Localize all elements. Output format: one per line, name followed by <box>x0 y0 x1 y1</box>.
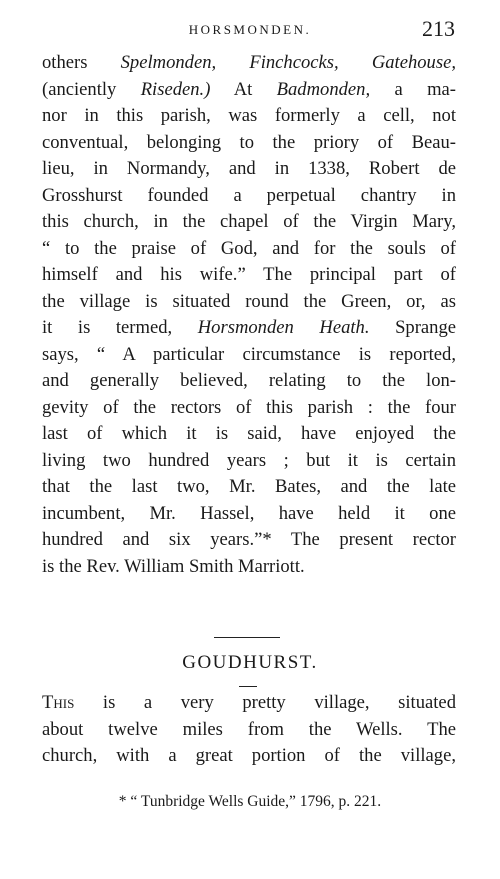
text-line <box>42 236 456 263</box>
text-line <box>42 130 456 157</box>
text-line <box>42 421 456 448</box>
text-segment: the village is situated round the Green, or, as <box>42 290 456 312</box>
italic-text: Riseden.) <box>140 78 211 100</box>
running-title: HORSMONDEN. <box>188 22 312 37</box>
italic-text: Badmonden, <box>276 78 371 100</box>
text-segment: incumbent, Mr. Hassel, have held it one <box>42 502 456 524</box>
footnote: * “ Tunbridge Wells Guide,” 1796, p. 221. <box>118 793 382 810</box>
text-segment: hundred and six years.”* The present rector <box>42 529 456 550</box>
section-line: church, with a great portion of the village, <box>42 745 456 766</box>
running-head <box>0 14 500 46</box>
text-segment: conventual, belonging to the priory of Beau- <box>42 131 456 153</box>
text-line <box>42 262 456 289</box>
main-paragraph <box>42 50 456 580</box>
text-line <box>42 448 456 475</box>
text-segment: says, “ A particular circumstance is reported, <box>42 343 456 365</box>
text-line <box>42 289 456 316</box>
text-segment: (anciently <box>42 78 141 100</box>
text-line <box>42 554 456 581</box>
section-first-word: This <box>42 692 75 713</box>
text-segment: and generally believed, relating to the lon- <box>42 370 456 391</box>
section-line: about twelve miles from the Wells. The <box>42 718 456 740</box>
text-segment: that the last two, Mr. Bates, and the late <box>42 476 456 497</box>
text-line <box>42 183 456 210</box>
text-segment: a ma- <box>370 78 456 100</box>
text-segment: “ to the praise of God, and for the souls of <box>42 237 456 259</box>
text-segment: it is termed, <box>42 317 198 338</box>
text-line <box>42 77 456 104</box>
text-line <box>42 103 456 130</box>
section-line-text: is a very pretty village, situated <box>74 692 456 713</box>
text-line <box>42 474 456 501</box>
text-segment: himself and his wife.” The principal part of <box>42 264 456 285</box>
text-line <box>42 527 456 554</box>
text-line <box>42 315 456 342</box>
section-line <box>42 690 456 717</box>
heading-underline <box>239 686 257 687</box>
text-line <box>42 209 456 236</box>
italic-text: Spelmonden, Finchcocks, Gatehouse, <box>120 52 456 73</box>
section-paragraph <box>42 690 456 770</box>
text-segment: is the Rev. William Smith Marriott. <box>42 555 305 577</box>
text-segment: gevity of the rectors of this parish : the four <box>42 396 456 418</box>
text-segment: Grosshurst founded a perpetual chantry in <box>42 184 456 206</box>
text-segment: others <box>42 52 121 73</box>
text-line <box>42 501 456 528</box>
section-divider-rule <box>214 637 280 638</box>
text-line <box>42 156 456 183</box>
text-line <box>42 395 456 422</box>
text-line <box>42 368 456 395</box>
text-segment: this church, in the chapel of the Virgin Mary, <box>42 211 456 232</box>
text-segment: nor in this parish, was formerly a cell, not <box>42 105 456 126</box>
text-line <box>42 342 456 369</box>
text-segment: lieu, in Normandy, and in 1338, Robert de <box>42 158 456 179</box>
text-line <box>42 50 456 77</box>
page-number: 213 <box>422 16 455 41</box>
section-heading: GOUDHURST. <box>182 652 318 673</box>
text-segment: living two hundred years ; but it is certain <box>42 449 456 471</box>
text-segment: Sprange <box>369 317 456 338</box>
text-segment: At <box>210 78 277 100</box>
italic-text: Horsmonden Heath. <box>197 317 370 338</box>
text-segment: last of which it is said, have enjoyed the <box>42 423 456 444</box>
